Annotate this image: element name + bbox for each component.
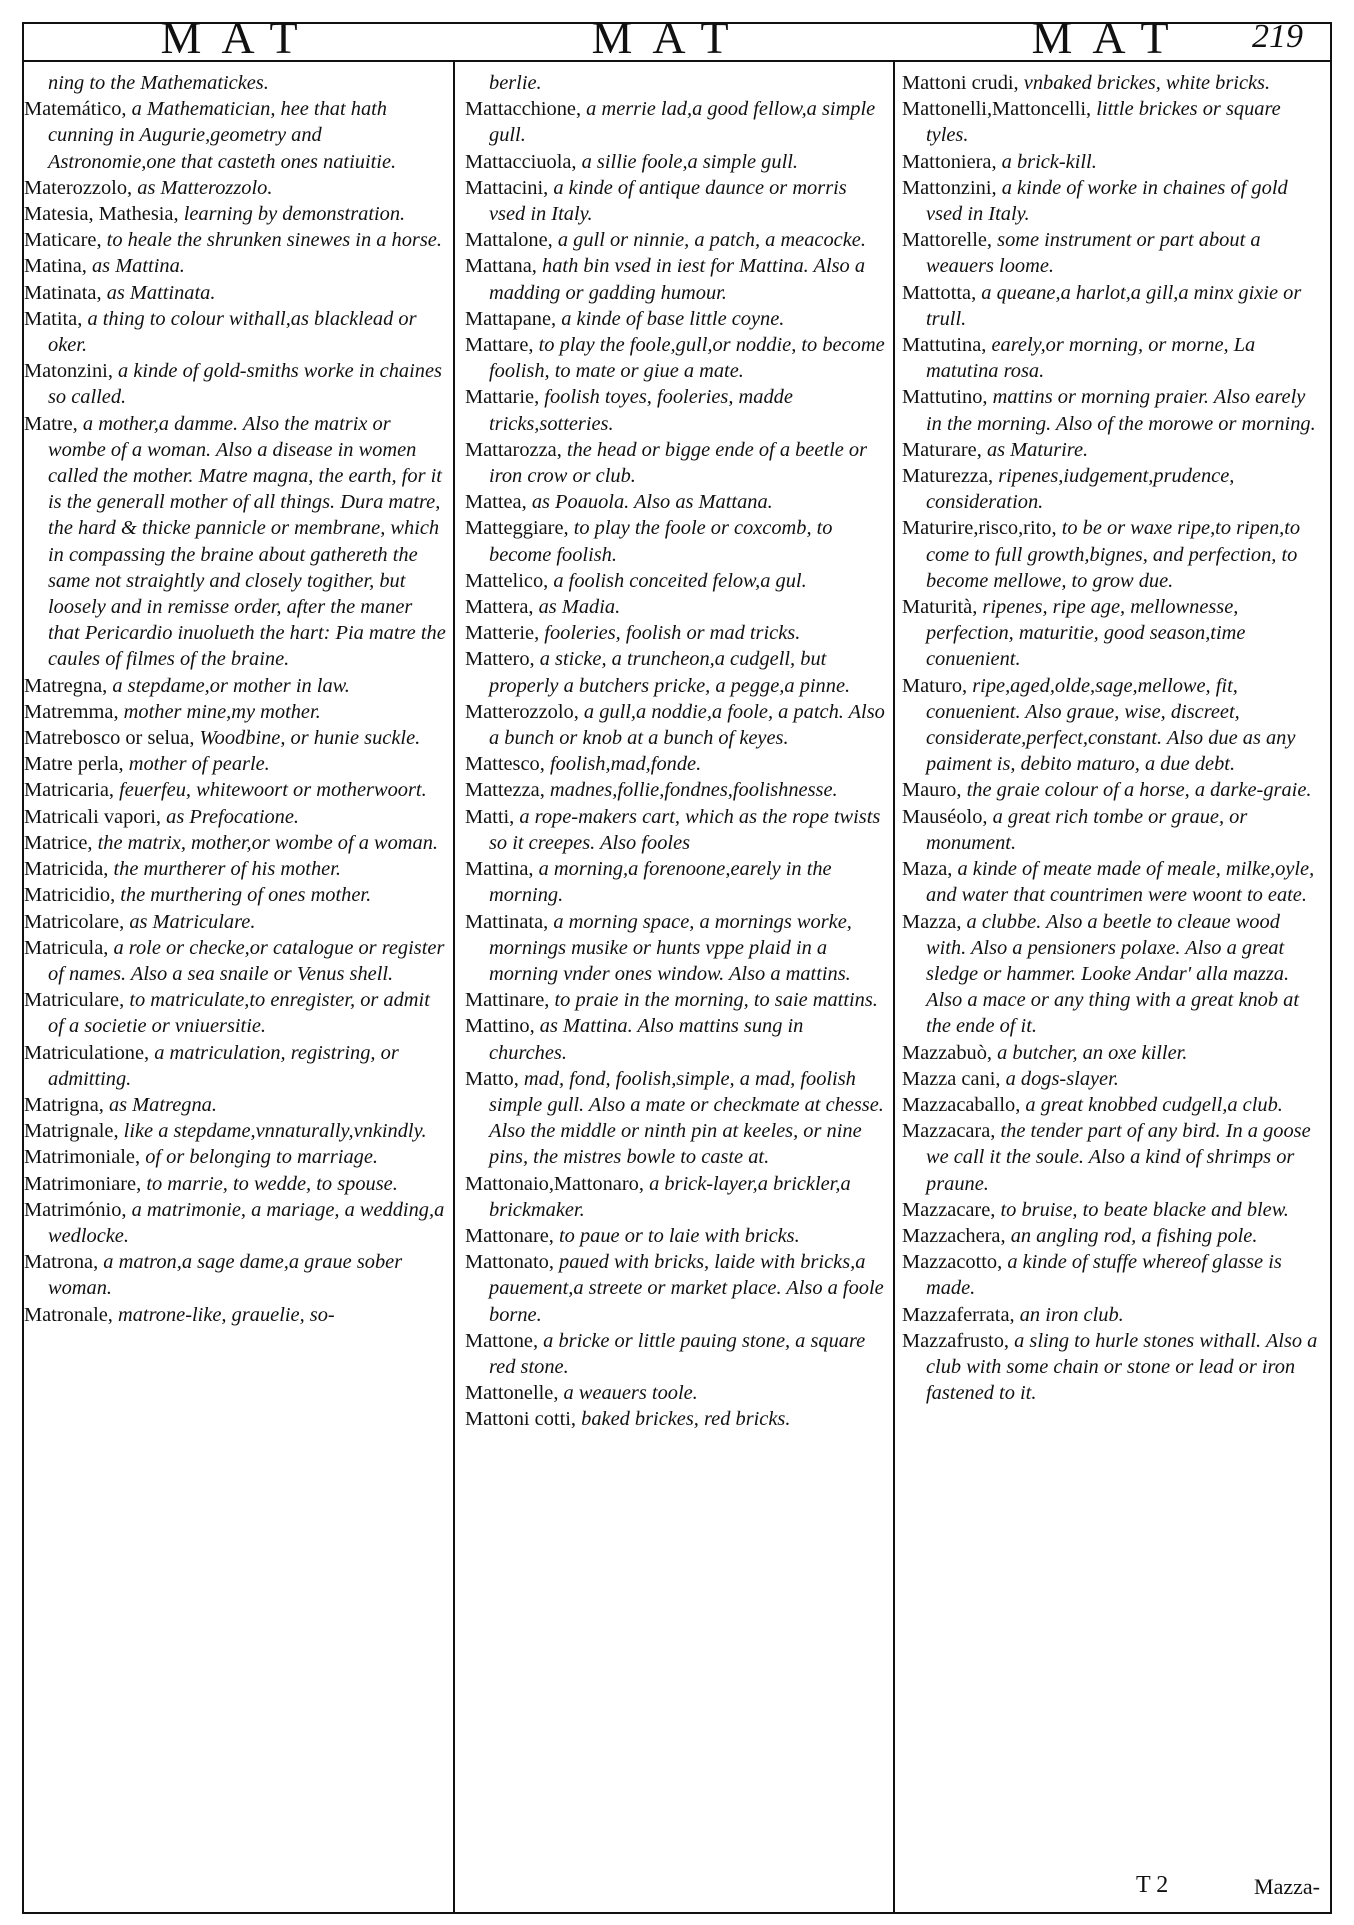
dictionary-entry (902, 909, 1324, 1040)
entry-definition: the murthering of ones mother. (120, 884, 372, 907)
entry-headword: Matrigna, (24, 1093, 104, 1116)
dictionary-entry (24, 882, 446, 908)
entry-headword: Mattino, (465, 1015, 535, 1038)
entry-headword: Mattarozza, (465, 438, 562, 461)
entry-headword: Mattina, (465, 858, 534, 881)
dictionary-entry (465, 1406, 885, 1432)
dictionary-entry (24, 280, 446, 306)
entry-definition: as Matterozzolo. (137, 176, 273, 199)
dictionary-entry (24, 1302, 446, 1328)
entry-headword: Mattorelle, (902, 229, 993, 252)
entry-definition: to bruise, to beate blacke and blew. (1000, 1198, 1289, 1221)
entry-definition: feuerfeu, whitewoort or motherwoort. (119, 779, 427, 802)
dictionary-entry (465, 1066, 885, 1171)
entry-definition: berlie. (489, 72, 542, 94)
entry-definition: little brickes or square tyles. (926, 98, 1281, 147)
entry-headword: Mattonelli,Mattoncelli, (902, 98, 1092, 121)
entry-definition: foolish toyes, fooleries, madde tricks,sotteries. (489, 386, 793, 435)
entry-headword: Mattonato, (465, 1251, 554, 1274)
dictionary-entry (465, 96, 885, 148)
dictionary-entry (24, 1249, 446, 1301)
entry-headword: Mattelico, (465, 569, 549, 592)
entry-headword: Maturezza, (902, 465, 994, 488)
entry-definition: as Madia. (538, 596, 621, 619)
entry-definition: a brick-kill. (1001, 150, 1097, 173)
dictionary-entry (902, 384, 1324, 436)
entry-headword: Mattacciuola, (465, 150, 577, 173)
dictionary-entry (902, 149, 1324, 175)
entry-definition: a rope-makers cart, which as the rope twists so it creepes. Also fooles (489, 805, 881, 854)
column-divider-1 (453, 60, 455, 1912)
entry-headword: Maturire,risco,rito, (902, 517, 1057, 540)
dictionary-entry (902, 1092, 1324, 1118)
dictionary-entry (465, 804, 885, 856)
entry-definition: as Maturire. (986, 438, 1089, 461)
entry-headword: Matrebosco or selua, (24, 727, 195, 750)
entry-definition: a morning,a forenoone,earely in the morning. (489, 858, 832, 907)
entry-definition: as Matregna. (108, 1093, 217, 1116)
dictionary-entry (465, 70, 885, 96)
dictionary-entry (24, 935, 446, 987)
entry-definition: mother of pearle. (128, 753, 270, 776)
entry-headword: Matina, (24, 255, 87, 278)
entry-headword: Mattutina, (902, 334, 987, 357)
entry-definition: vnbaked brickes, white bricks. (1023, 72, 1271, 94)
dictionary-entry (24, 725, 446, 751)
entry-headword: Mattezza, (465, 779, 545, 802)
entry-headword: Mattana, (465, 255, 537, 278)
dictionary-entry (465, 384, 885, 436)
dictionary-entry (902, 70, 1324, 96)
dictionary-entry (465, 1249, 885, 1328)
entry-headword: Mattoni crudi, (902, 72, 1019, 94)
entry-definition: foolish,mad,fonde. (549, 753, 702, 776)
entry-definition: a sillie foole,a simple gull. (581, 150, 798, 173)
entry-definition: as Prefocatione. (166, 805, 300, 828)
entry-headword: Matto, (465, 1067, 519, 1090)
dictionary-entry (465, 149, 885, 175)
entry-definition: as Mattina. (91, 255, 185, 278)
dictionary-entry (465, 306, 885, 332)
dictionary-entry (902, 1118, 1324, 1197)
entry-headword: Mazzacara, (902, 1120, 996, 1143)
entry-definition: a great knobbed cudgell,a club. (1025, 1093, 1283, 1116)
entry-headword: Maturità, (902, 596, 978, 619)
entry-headword: Matronale, (24, 1303, 113, 1326)
entry-definition: the graie colour of a horse, a darke-graie. (966, 779, 1312, 802)
entry-headword: Matteggiare, (465, 517, 569, 540)
dictionary-entry (24, 987, 446, 1039)
dictionary-entry (465, 856, 885, 908)
dictionary-entry (902, 280, 1324, 332)
entry-definition: Woodbine, or hunie suckle. (199, 727, 421, 750)
dictionary-entry (24, 856, 446, 882)
entry-headword: Maturare, (902, 438, 982, 461)
entry-headword: Maza, (902, 858, 953, 881)
entry-headword: Matrimónio, (24, 1198, 127, 1221)
dictionary-entry (465, 909, 885, 988)
entry-headword: Mazzaferrata, (902, 1303, 1015, 1326)
entry-headword: Matrona, (24, 1251, 99, 1274)
dictionary-entry (24, 1092, 446, 1118)
dictionary-entry (465, 699, 885, 751)
entry-headword: Mattoniera, (902, 150, 997, 173)
dictionary-entry (902, 175, 1324, 227)
entry-headword: Mattero, (465, 648, 535, 671)
dictionary-entry (24, 96, 446, 175)
entry-headword: Matinata, (24, 281, 102, 304)
dictionary-entry (24, 1144, 446, 1170)
entry-definition: madnes,follie,fondnes,foolishnesse. (549, 779, 838, 802)
dictionary-entry (465, 620, 885, 646)
dictionary-entry (24, 1197, 446, 1249)
entry-headword: Mattalone, (465, 229, 553, 252)
entry-headword: Mattonaio,Mattonaro, (465, 1172, 644, 1195)
entry-definition: a matron,a sage dame,a graue sober woman. (48, 1251, 403, 1300)
entry-definition: a weauers toole. (563, 1382, 698, 1405)
entry-definition: learning by demonstration. (183, 203, 406, 226)
dictionary-entry (465, 594, 885, 620)
dictionary-entry (902, 594, 1324, 673)
entry-headword: Matita, (24, 307, 83, 330)
entry-headword: Matonzini, (24, 360, 113, 383)
entry-definition: a gull,a noddie,a foole, a patch. Also a bunch or knob at a bunch of keyes. (489, 700, 885, 750)
dictionary-entry (465, 1380, 885, 1406)
dictionary-entry (465, 777, 885, 803)
entry-definition: ripe,aged,olde,sage,mellowe, fit, conuenient. Also graue, wise, discreet, considerate,perfect,constant. Also due as any paiment is, debito maturo, a due debt. (926, 674, 1296, 776)
page-footer (902, 1872, 1324, 1902)
dictionary-entry (24, 804, 446, 830)
entry-headword: Matremma, (24, 700, 119, 723)
entry-definition: the matrix, mother,or wombe of a woman. (97, 831, 439, 854)
dictionary-entry (24, 253, 446, 279)
entry-definition: some instrument or part about a weauers loome. (926, 229, 1261, 278)
dictionary-entry (465, 1013, 885, 1065)
entry-headword: Mazzacaballo, (902, 1093, 1021, 1116)
entry-headword: Matre, (24, 412, 78, 435)
running-head-center: MAT (591, 12, 749, 63)
entry-headword: Matricali vapori, (24, 805, 162, 828)
entry-definition: to play the foole or coxcomb, to become foolish. (489, 517, 833, 566)
entry-headword: Mattonare, (465, 1224, 554, 1247)
dictionary-entry (902, 1040, 1324, 1066)
dictionary-entry (902, 332, 1324, 384)
entry-definition: a stepdame,or mother in law. (112, 674, 350, 697)
dictionary-entry (465, 227, 885, 253)
entry-definition: baked brickes, red bricks. (581, 1408, 791, 1431)
dictionary-entry (24, 777, 446, 803)
entry-headword: Matricidio, (24, 884, 116, 907)
entry-definition: a gull or ninnie, a patch, a meacocke. (557, 229, 866, 252)
entry-headword: Mazzachera, (902, 1224, 1006, 1247)
dictionary-entry (902, 1249, 1324, 1301)
entry-headword: Matriculatione, (24, 1041, 150, 1064)
entry-headword: Mauro, (902, 779, 962, 802)
catchword: Mazza- (1254, 1874, 1320, 1899)
entry-definition: a queane,a harlot,a gill,a minx gixie or trull. (926, 281, 1302, 330)
dictionary-entry (902, 1223, 1324, 1249)
dictionary-entry (24, 1171, 446, 1197)
entry-definition: to matriculate,to enregister, or admit of a societie or vniuersitie. (48, 989, 430, 1038)
entry-headword: Matterie, (465, 622, 540, 645)
dictionary-entry (902, 804, 1324, 856)
dictionary-entry (24, 1118, 446, 1144)
entry-definition: ning to the Mathematickes. (48, 72, 269, 94)
entry-definition: a sling to hurle stones withall. Also a club with some chain or stone or lead or iron fastened to it. (926, 1329, 1318, 1405)
entry-definition: a butcher, an oxe killer. (997, 1041, 1188, 1064)
entry-definition: a kinde of meate made of meale, milke,oyle, and water that countrimen were woont to eate. (926, 858, 1315, 907)
entry-headword: Mazzacotto, (902, 1251, 1003, 1274)
entry-headword: Matriculare, (24, 989, 125, 1012)
dictionary-entry (902, 856, 1324, 908)
entry-definition: paued with bricks, laide with bricks,a pauement,a streete or market place. Also a foole borne. (489, 1251, 884, 1326)
entry-definition: mother mine,my mother. (123, 700, 321, 723)
entry-definition: a thing to colour withall,as blacklead or oker. (48, 307, 417, 357)
dictionary-entry (902, 1066, 1324, 1092)
entry-definition: to heale the shrunken sinewes in a horse. (106, 229, 442, 252)
entry-headword: Mattinata, (465, 910, 549, 933)
dictionary-entry (465, 1223, 885, 1249)
dictionary-entry (24, 306, 446, 358)
entry-headword: Matrice, (24, 831, 93, 854)
dictionary-entry (24, 909, 446, 935)
entry-definition: to play the foole,gull,or noddie, to become foolish, to mate or giue a mate. (489, 334, 885, 383)
entry-definition: the head or bigge ende of a beetle or iron crow or club. (489, 438, 868, 488)
entry-definition: ripenes,iudgement,prudence, consideration. (926, 465, 1235, 514)
dictionary-entry (24, 201, 446, 227)
entry-headword: Mattera, (465, 596, 534, 619)
entry-definition: a clubbe. Also a beetle to cleaue wood with. Also a pensioners polaxe. Also a great sledge or hammer. Looke Andar' alla mazza. Also a mace or any thing with a great knob at the ende of it. (926, 910, 1300, 1038)
entry-definition: the tender part of any bird. In a goose we call it the soule. Also a kind of shrimps or praune. (926, 1120, 1311, 1195)
entry-definition: mad, fond, foolish,simple, a mad, foolish simple gull. Also a mate or checkmate at chesse. Also the middle or ninth pin at keeles, or nine pins, the mistres bowle to caste at. (489, 1067, 884, 1169)
entry-definition: to praie in the morning, to saie mattins. (554, 989, 878, 1012)
entry-definition: ripenes, ripe age, mellownesse, perfection, maturitie, good season,time conuenient. (926, 596, 1246, 671)
entry-headword: Mattinare, (465, 989, 550, 1012)
entry-definition: to be or waxe ripe,to ripen,to come to full growth,bignes, and perfection, to become mellowe, to grow due. (926, 517, 1301, 592)
dictionary-entry (465, 568, 885, 594)
dictionary-entry (465, 646, 885, 698)
dictionary-entry (902, 437, 1324, 463)
entry-definition: a great rich tombe or graue, or monument. (926, 805, 1248, 854)
entry-definition: a brick-layer,a brickler,a brickmaker. (489, 1172, 851, 1221)
entry-headword: Mazza cani, (902, 1067, 1001, 1090)
dictionary-entry (465, 751, 885, 777)
entry-definition: as Mattina. Also mattins sung in churches. (489, 1015, 804, 1064)
dictionary-entry (902, 673, 1324, 778)
entry-headword: Matti, (465, 805, 515, 828)
column-divider-2 (893, 60, 895, 1912)
entry-definition: as Mattinata. (106, 281, 216, 304)
entry-definition: a kinde of stuffe whereof glasse is made. (926, 1251, 1282, 1300)
entry-definition: an angling rod, a fishing pole. (1010, 1224, 1258, 1247)
entry-definition: a morning space, a mornings worke, mornings musike or hunts vppe plaid in a morning vnder ones window. Also a mattins. (489, 910, 852, 985)
entry-headword: Matregna, (24, 674, 108, 697)
entry-headword: Mattotta, (902, 281, 977, 304)
entry-headword: Matricula, (24, 936, 109, 959)
right-border (1330, 22, 1332, 1914)
entry-definition: a kinde of worke in chaines of gold vsed in Italy. (926, 176, 1288, 226)
entry-headword: Matemático, (24, 98, 127, 121)
entry-headword: Matrimoniale, (24, 1146, 141, 1169)
entry-headword: Maturo, (902, 674, 968, 697)
entry-headword: Mattone, (465, 1329, 539, 1352)
dictionary-entry (24, 175, 446, 201)
entry-definition: a kinde of gold-smiths worke in chaines so called. (48, 360, 442, 409)
entry-headword: Mattarie, (465, 386, 540, 409)
entry-definition: to paue or to laie with bricks. (559, 1224, 800, 1247)
dictionary-entry (24, 411, 446, 673)
entry-headword: Matricaria, (24, 779, 115, 802)
dictionary-entry (24, 70, 446, 96)
dictionary-entry (24, 751, 446, 777)
entry-definition: a mother,a damme. Also the matrix or wombe of a woman. Also a disease in women called the mother. Matre magna, the earth, for it is the generall mother of all things. Dura matre, the hard & thicke pannicle or membrane, which in compassing the braine about gathereth the same not straightly and closely togither, but loosely and in remisse order, after the maner that Pericardio inuolueth the hart: Pia matre the caules of filmes of the braine. (48, 412, 446, 671)
dictionary-entry (902, 1302, 1324, 1328)
dictionary-entry (902, 227, 1324, 279)
entry-headword: Mattacini, (465, 176, 549, 199)
entry-definition: to marrie, to wedde, to spouse. (146, 1172, 398, 1195)
dictionary-entry (465, 515, 885, 567)
entry-headword: Matesia, Mathesia, (24, 203, 179, 226)
entry-definition: as Poauola. Also as Mattana. (531, 491, 773, 514)
column-1 (24, 70, 446, 1905)
running-head-right: MAT (1031, 12, 1189, 63)
entry-definition: the murtherer of his mother. (113, 858, 341, 881)
dictionary-entry (24, 830, 446, 856)
dictionary-entry (24, 358, 446, 410)
entry-definition: as Matriculare. (129, 910, 256, 933)
entry-definition: matrone-like, grauelie, so- (118, 1303, 335, 1326)
dictionary-entry (902, 96, 1324, 148)
entry-definition: a kinde of antique daunce or morris vsed in Italy. (489, 176, 847, 226)
entry-headword: Mauséolo, (902, 805, 988, 828)
entry-definition: fooleries, foolish or mad tricks. (544, 622, 801, 645)
entry-headword: Mazzafrusto, (902, 1329, 1010, 1352)
entry-definition: like a stepdame,vnnaturally,vnkindly. (123, 1120, 427, 1143)
signature-mark: T 2 (1136, 1872, 1169, 1898)
entry-headword: Mazzacare, (902, 1198, 996, 1221)
entry-headword: Mattare, (465, 334, 534, 357)
dictionary-entry (465, 332, 885, 384)
entry-definition: earely,or morning, or morne, La matutina rosa. (926, 334, 1256, 383)
entry-headword: Mazzabuò, (902, 1041, 993, 1064)
column-3 (902, 70, 1324, 1905)
dictionary-entry (902, 515, 1324, 594)
dictionary-entry (465, 253, 885, 305)
entry-definition: a bricke or little pauing stone, a square red stone. (489, 1329, 866, 1378)
dictionary-entry (465, 489, 885, 515)
entry-definition: a merrie lad,a good fellow,a simple gull. (489, 98, 876, 147)
entry-headword: Mattonzini, (902, 176, 997, 199)
dictionary-entry (902, 1328, 1324, 1407)
entry-headword: Mattea, (465, 491, 527, 514)
entry-headword: Matricolare, (24, 910, 125, 933)
dictionary-entry (465, 987, 885, 1013)
dictionary-entry (24, 673, 446, 699)
entry-headword: Matrimoniare, (24, 1172, 142, 1195)
dictionary-entry (24, 1040, 446, 1092)
dictionary-entry (465, 175, 885, 227)
entry-definition: hath bin vsed in iest for Mattina. Also a madding or gadding humour. (489, 255, 866, 304)
dictionary-entry (465, 437, 885, 489)
column-2 (465, 70, 885, 1905)
entry-headword: Mazza, (902, 910, 962, 933)
entry-definition: a matrimonie, a mariage, a wedding,a wedlocke. (48, 1198, 445, 1247)
dictionary-entry (24, 227, 446, 253)
entry-headword: Mattoni cotti, (465, 1408, 577, 1431)
entry-definition: a dogs-slayer. (1005, 1067, 1119, 1090)
dictionary-entry (465, 1171, 885, 1223)
entry-definition: a kinde of base little coyne. (561, 307, 785, 330)
dictionary-entry (902, 777, 1324, 803)
entry-headword: Mattonelle, (465, 1382, 559, 1405)
dictionary-entry (902, 463, 1324, 515)
entry-headword: Materozzolo, (24, 176, 133, 199)
bottom-rule (22, 1912, 1332, 1914)
entry-definition: a sticke, a truncheon,a cudgell, but properly a butchers pricke, a pegge,a pinne. (489, 648, 851, 697)
entry-headword: Matrignale, (24, 1120, 119, 1143)
entry-headword: Mattesco, (465, 753, 545, 776)
entry-headword: Matre perla, (24, 753, 124, 776)
entry-definition: mattins or morning praier. Also earely in the morning. Also of the morowe or morning. (926, 386, 1316, 435)
dictionary-entry (24, 699, 446, 725)
entry-headword: Matricida, (24, 858, 109, 881)
running-head-left: MAT (160, 12, 318, 63)
dictionary-entry (902, 1197, 1324, 1223)
entry-definition: a matriculation, registring, or admitting. (48, 1041, 399, 1090)
entry-definition: an iron club. (1019, 1303, 1124, 1326)
entry-headword: Mattapane, (465, 307, 557, 330)
entry-definition: of or belonging to marriage. (145, 1146, 378, 1169)
entry-headword: Matterozzolo, (465, 700, 579, 723)
entry-definition: a foolish conceited felow,a gul. (553, 569, 807, 592)
dictionary-entry (465, 1328, 885, 1380)
entry-headword: Maticare, (24, 229, 102, 252)
entry-definition: a Mathematician, hee that hath cunning in Augurie,geometry and Astronomie,one that casteth ones natiuitie. (48, 98, 397, 173)
entry-headword: Mattutino, (902, 386, 988, 409)
entry-headword: Mattacchione, (465, 98, 582, 121)
page-number: 219 (1252, 18, 1303, 55)
entry-definition: a role or checke,or catalogue or register of names. Also a sea snaile or Venus shell. (48, 936, 445, 985)
